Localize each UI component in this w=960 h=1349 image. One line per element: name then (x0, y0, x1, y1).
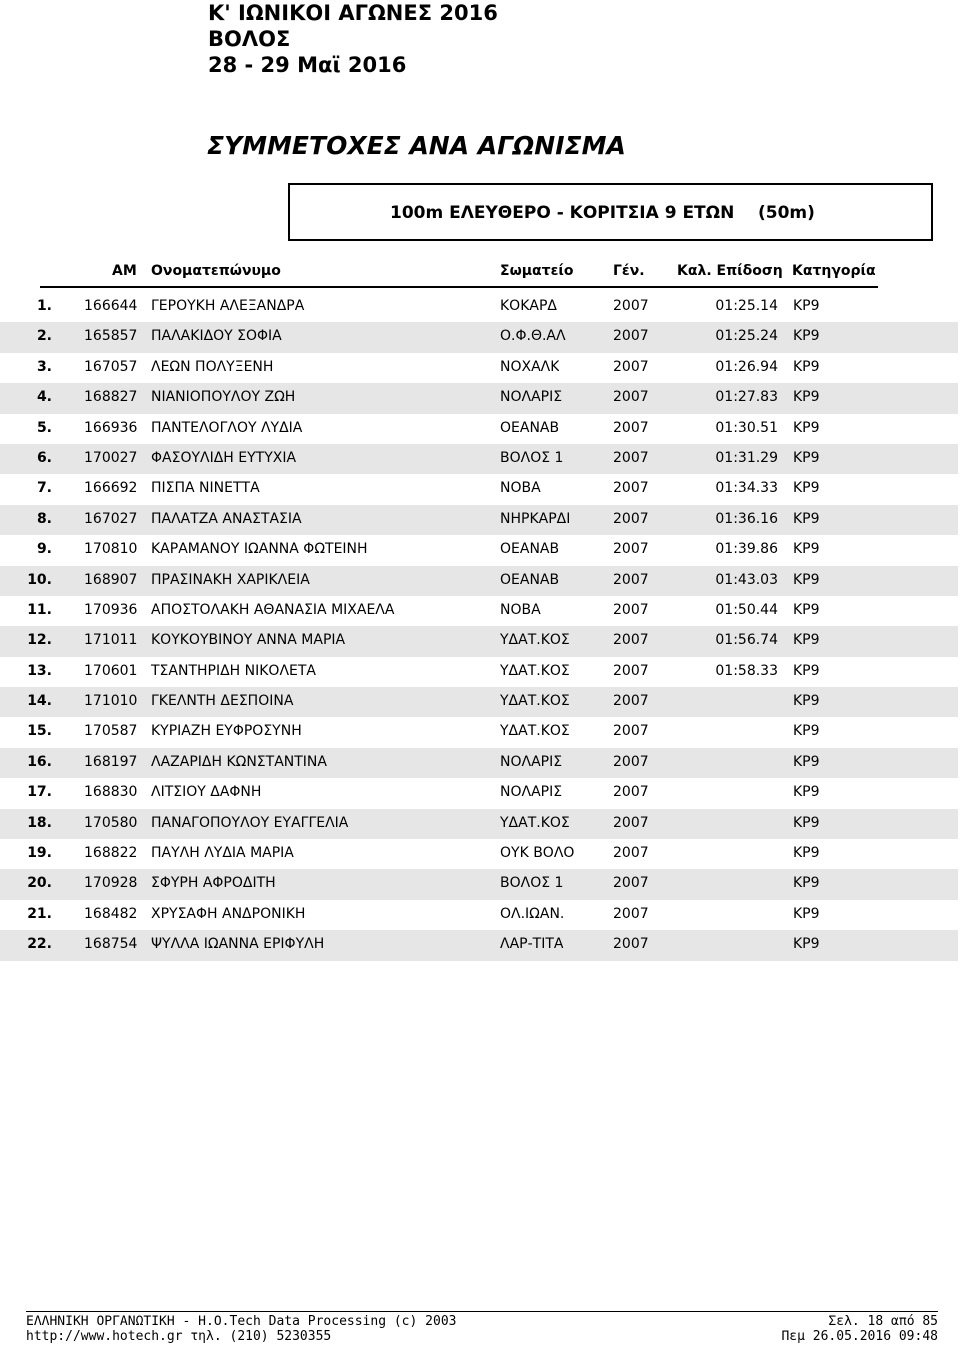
row-rank: 18. (27, 814, 52, 831)
row-year: 2007 (613, 936, 649, 953)
row-time: 01:50.44 (715, 601, 778, 618)
row-year: 2007 (613, 905, 649, 922)
row-year: 2007 (613, 875, 649, 892)
row-am: 170928 (84, 875, 138, 892)
footer-contact: http://www.hotech.gr τηλ. (210) 5230355 (26, 1329, 332, 1344)
table-row (0, 626, 958, 656)
table-row (0, 687, 958, 717)
row-category: ΚΡ9 (793, 510, 820, 527)
row-rank: 11. (27, 601, 52, 618)
meet-title: Κ' ΙΩΝΙΚΟΙ ΑΓΩΝΕΣ 2016 (208, 1, 498, 25)
row-year: 2007 (613, 480, 649, 497)
row-club: ΝΟΛΑΡΙΣ (500, 753, 563, 770)
row-time: 01:34.33 (715, 480, 778, 497)
entries-table (0, 292, 958, 961)
row-rank: 7. (36, 480, 52, 497)
table-row (0, 869, 958, 899)
row-year: 2007 (613, 449, 649, 466)
row-club: ΟΕΑΝΑΒ (500, 419, 560, 436)
row-time: 01:25.14 (715, 298, 778, 314)
row-category: ΚΡ9 (793, 753, 820, 770)
row-name: ΓΚΕΛΝΤΗ ΔΕΣΠΟΙΝΑ (151, 693, 294, 710)
row-am: 171011 (84, 632, 138, 649)
row-name: ΣΦΥΡΗ ΑΦΡΟΔΙΤΗ (151, 875, 276, 892)
row-time: 01:56.74 (715, 632, 778, 649)
row-year: 2007 (613, 693, 649, 710)
row-club: ΝΟΒΑ (500, 601, 541, 618)
row-name: ΠΑΥΛΗ ΛΥΔΙΑ ΜΑΡΙΑ (151, 845, 294, 862)
row-rank: 15. (27, 723, 52, 740)
row-name: ΚΑΡΑΜΑΝΟΥ ΙΩΑΝΝΑ ΦΩΤΕΙΝΗ (151, 541, 368, 558)
row-category: ΚΡ9 (793, 328, 820, 345)
row-rank: 22. (27, 936, 52, 953)
row-am: 165857 (84, 328, 138, 345)
row-name: ΧΡΥΣΑΦΗ ΑΝΔΡΟΝΙΚΗ (151, 905, 306, 922)
row-am: 170027 (84, 449, 138, 466)
row-name: ΠΑΝΑΓΟΠΟΥΛΟΥ ΕΥΑΓΓΕΛΙΑ (151, 814, 349, 831)
row-category: ΚΡ9 (793, 723, 820, 740)
row-am: 168754 (84, 936, 138, 953)
row-year: 2007 (613, 601, 649, 618)
column-header-am: ΑΜ (112, 263, 137, 279)
row-name: ΨΥΛΛΑ ΙΩΑΝΝΑ ΕΡΙΦΥΛΗ (151, 936, 325, 953)
table-row (0, 292, 958, 322)
row-year: 2007 (613, 510, 649, 527)
meet-location: ΒΟΛΟΣ (208, 27, 291, 51)
column-header-category: Κατηγορία (792, 263, 876, 279)
row-year: 2007 (613, 571, 649, 588)
row-club: ΛΑΡ-ΤΙΤΑ (500, 936, 564, 953)
row-rank: 4. (36, 389, 52, 406)
row-category: ΚΡ9 (793, 845, 820, 862)
table-row (0, 322, 958, 352)
row-category: ΚΡ9 (793, 875, 820, 892)
row-name: ΠΙΣΠΑ ΝΙΝΕΤΤΑ (151, 480, 260, 497)
row-name: ΠΑΛΑΤΖΑ ΑΝΑΣΤΑΣΙΑ (151, 510, 302, 527)
row-club: ΟΥΚ ΒΟΛΟ (500, 845, 575, 862)
row-category: ΚΡ9 (793, 936, 820, 953)
row-am: 167057 (84, 358, 138, 375)
row-category: ΚΡ9 (793, 601, 820, 618)
row-category: ΚΡ9 (793, 419, 820, 436)
row-rank: 8. (36, 510, 52, 527)
table-row (0, 566, 958, 596)
table-row (0, 383, 958, 413)
row-year: 2007 (613, 389, 649, 406)
row-time: 01:39.86 (715, 541, 778, 558)
row-year: 2007 (613, 784, 649, 801)
row-name: ΠΑΝΤΕΛΟΓΛΟΥ ΛΥΔΙΑ (151, 419, 303, 436)
row-name: ΑΠΟΣΤΟΛΑΚΗ ΑΘΑΝΑΣΙΑ ΜΙΧΑΕΛΑ (151, 601, 395, 618)
row-category: ΚΡ9 (793, 814, 820, 831)
row-year: 2007 (613, 845, 649, 862)
row-rank: 19. (27, 845, 52, 862)
column-header-name: Ονοματεπώνυμο (151, 263, 281, 279)
row-club: ΥΔΑΤ.ΚΟΣ (500, 632, 570, 649)
row-rank: 16. (27, 753, 52, 770)
row-am: 168482 (84, 905, 138, 922)
event-title: 100m ΕΛΕΥΘΕΡΟ - ΚΟΡΙΤΣΙΑ 9 ΕΤΩΝ (50m) (390, 203, 815, 223)
row-year: 2007 (613, 632, 649, 649)
row-club: ΥΔΑΤ.ΚΟΣ (500, 723, 570, 740)
footer-rule (26, 1311, 938, 1312)
row-name: ΝΙΑΝΙΟΠΟΥΛΟΥ ΖΩΗ (151, 389, 296, 406)
table-row (0, 535, 958, 565)
row-am: 168907 (84, 571, 138, 588)
row-club: ΚΟΚΑΡΔ (500, 298, 557, 314)
row-category: ΚΡ9 (793, 480, 820, 497)
row-rank: 1. (36, 298, 52, 314)
row-category: ΚΡ9 (793, 571, 820, 588)
row-rank: 21. (27, 905, 52, 922)
row-club: ΝΟΛΑΡΙΣ (500, 389, 563, 406)
row-time: 01:31.29 (715, 449, 778, 466)
row-am: 170936 (84, 601, 138, 618)
row-club: ΝΟΒΑ (500, 480, 541, 497)
row-rank: 20. (27, 875, 52, 892)
row-year: 2007 (613, 662, 649, 679)
row-am: 167027 (84, 510, 138, 527)
row-club: ΒΟΛΟΣ 1 (500, 449, 564, 466)
header-rule (40, 286, 878, 288)
row-am: 170810 (84, 541, 138, 558)
table-row (0, 748, 958, 778)
row-name: ΚΥΡΙΑΖΗ ΕΥΦΡΟΣΥΝΗ (151, 723, 302, 740)
row-category: ΚΡ9 (793, 449, 820, 466)
row-rank: 13. (27, 662, 52, 679)
table-row (0, 444, 958, 474)
row-club: ΟΕΑΝΑΒ (500, 571, 560, 588)
row-rank: 5. (36, 419, 52, 436)
row-name: ΚΟΥΚΟΥΒΙΝΟΥ ΑΝΝΑ ΜΑΡΙΑ (151, 632, 346, 649)
row-category: ΚΡ9 (793, 358, 820, 375)
row-time: 01:43.03 (715, 571, 778, 588)
row-club: ΟΛ.ΙΩΑΝ. (500, 905, 565, 922)
table-row (0, 809, 958, 839)
row-time: 01:26.94 (715, 358, 778, 375)
row-am: 168822 (84, 845, 138, 862)
row-year: 2007 (613, 358, 649, 375)
row-am: 168827 (84, 389, 138, 406)
row-category: ΚΡ9 (793, 784, 820, 801)
row-year: 2007 (613, 298, 649, 314)
row-am: 166644 (84, 298, 138, 314)
row-am: 170580 (84, 814, 138, 831)
row-am: 166936 (84, 419, 138, 436)
row-club: ΝΗΡΚΑΡΔΙ (500, 510, 571, 527)
row-category: ΚΡ9 (793, 541, 820, 558)
table-row (0, 414, 958, 444)
row-am: 166692 (84, 480, 138, 497)
table-row (0, 657, 958, 687)
table-row (0, 596, 958, 626)
table-row (0, 839, 958, 869)
footer-page-number: Σελ. 18 από 85 (828, 1314, 938, 1329)
footer-timestamp: Πεμ 26.05.2016 09:48 (781, 1329, 938, 1344)
row-club: ΥΔΑΤ.ΚΟΣ (500, 814, 570, 831)
row-name: ΤΣΑΝΤΗΡΙΔΗ ΝΙΚΟΛΕΤΑ (151, 662, 317, 679)
row-category: ΚΡ9 (793, 389, 820, 406)
event-box (288, 183, 933, 241)
row-rank: 6. (36, 449, 52, 466)
row-category: ΚΡ9 (793, 632, 820, 649)
row-am: 170601 (84, 662, 138, 679)
row-name: ΛΙΤΣΙΟΥ ΔΑΦΝΗ (151, 784, 262, 801)
table-row (0, 505, 958, 535)
row-category: ΚΡ9 (793, 662, 820, 679)
row-time: 01:58.33 (715, 662, 778, 679)
section-title: ΣΥΜΜΕΤΟΧΕΣ ΑΝΑ ΑΓΩΝΙΣΜΑ (207, 131, 626, 160)
table-row (0, 900, 958, 930)
row-rank: 12. (27, 632, 52, 649)
meet-dates: 28 - 29 Μαϊ 2016 (208, 53, 407, 77)
row-club: ΝΟΧΑΛΚ (500, 358, 560, 375)
table-row (0, 778, 958, 808)
row-club: ΒΟΛΟΣ 1 (500, 875, 564, 892)
row-name: ΛΑΖΑΡΙΔΗ ΚΩΝΣΤΑΝΤΙΝΑ (151, 753, 327, 770)
row-category: ΚΡ9 (793, 298, 820, 314)
row-category: ΚΡ9 (793, 905, 820, 922)
row-club: ΝΟΛΑΡΙΣ (500, 784, 563, 801)
row-rank: 10. (27, 571, 52, 588)
row-rank: 9. (36, 541, 52, 558)
row-club: ΥΔΑΤ.ΚΟΣ (500, 693, 570, 710)
row-club: Ο.Φ.Θ.ΑΛ (500, 328, 566, 345)
row-category: ΚΡ9 (793, 693, 820, 710)
row-name: ΦΑΣΟΥΛΙΔΗ ΕΥΤΥΧΙΑ (151, 449, 297, 466)
column-header-year: Γέν. (613, 263, 645, 279)
row-year: 2007 (613, 541, 649, 558)
table-row (0, 717, 958, 747)
table-row (0, 474, 958, 504)
row-name: ΛΕΩΝ ΠΟΛΥΞΕΝΗ (151, 358, 274, 375)
row-year: 2007 (613, 419, 649, 436)
row-time: 01:30.51 (715, 419, 778, 436)
row-time: 01:27.83 (715, 389, 778, 406)
row-year: 2007 (613, 328, 649, 345)
footer-company: ΕΛΛΗΝΙΚΗ ΟΡΓΑΝΩΤΙΚΗ - Η.Ο.Tech Data Processing (c) 2003 (26, 1314, 457, 1329)
row-name: ΓΕΡΟΥΚΗ ΑΛΕΞΑΝΔΡΑ (151, 298, 305, 314)
row-name: ΠΑΛΑΚΙΔΟΥ ΣΟΦΙΑ (151, 328, 282, 345)
row-name: ΠΡΑΣΙΝΑΚΗ ΧΑΡΙΚΛΕΙΑ (151, 571, 310, 588)
column-header-time: Καλ. Επίδοση (677, 263, 783, 279)
row-am: 171010 (84, 693, 138, 710)
row-rank: 3. (36, 358, 52, 375)
row-year: 2007 (613, 723, 649, 740)
row-time: 01:36.16 (715, 510, 778, 527)
table-row (0, 930, 958, 960)
row-year: 2007 (613, 753, 649, 770)
row-rank: 2. (36, 328, 52, 345)
column-header-club: Σωματείο (500, 263, 574, 279)
table-row (0, 353, 958, 383)
row-am: 168197 (84, 753, 138, 770)
row-time: 01:25.24 (715, 328, 778, 345)
row-club: ΟΕΑΝΑΒ (500, 541, 560, 558)
row-rank: 17. (27, 784, 52, 801)
row-club: ΥΔΑΤ.ΚΟΣ (500, 662, 570, 679)
row-rank: 14. (27, 693, 52, 710)
row-year: 2007 (613, 814, 649, 831)
row-am: 170587 (84, 723, 138, 740)
row-am: 168830 (84, 784, 138, 801)
